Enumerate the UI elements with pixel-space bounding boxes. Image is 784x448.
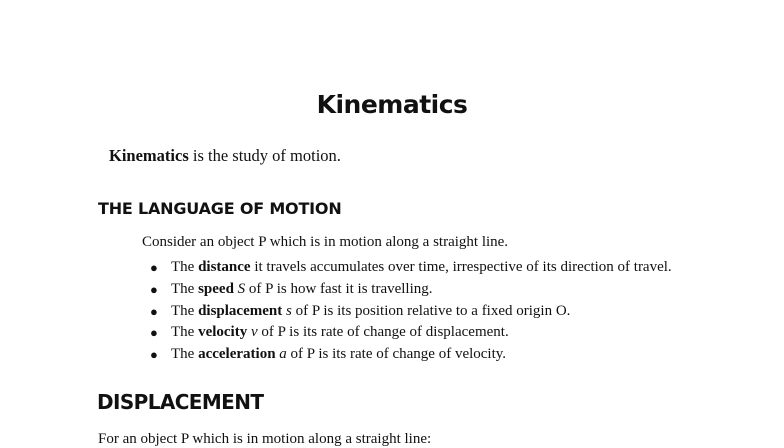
item-term: acceleration xyxy=(198,346,276,363)
list-item xyxy=(150,344,672,366)
page-title: Kinematics xyxy=(316,90,468,119)
section-heading-displacement: DISPLACEMENT xyxy=(97,390,264,414)
item-symbol: a xyxy=(279,346,287,363)
item-text: it travels accumulates over time, irrespective of its direction of travel. xyxy=(250,259,672,275)
item-symbol: s xyxy=(286,302,292,319)
item-term: speed xyxy=(198,280,234,297)
item-prefix: The xyxy=(171,324,199,341)
bullet-icon: ● xyxy=(150,281,158,297)
item-text: of P is its rate of change of velocity. xyxy=(286,346,507,363)
item-term: velocity xyxy=(198,324,248,341)
item-term: displacement xyxy=(198,302,283,319)
item-prefix: The xyxy=(171,259,199,275)
intro-text: is the study of motion. xyxy=(188,146,341,165)
item-symbol: v xyxy=(250,324,258,341)
item-text: of P is its rate of change of displacement. xyxy=(257,324,509,341)
definition-list xyxy=(150,257,672,366)
item-term: distance xyxy=(198,259,251,275)
bullet-icon: ● xyxy=(150,303,158,319)
intro-paragraph xyxy=(109,146,341,166)
bullet-icon: ● xyxy=(150,325,158,341)
section-heading-language-of-motion: THE LANGUAGE OF MOTION xyxy=(98,199,342,218)
bullet-icon: ● xyxy=(150,347,158,363)
section2-paragraph: For an object P which is in motion along a straight line: xyxy=(98,431,432,447)
list-item xyxy=(150,257,672,279)
item-prefix: The xyxy=(171,346,199,363)
section1-paragraph: Consider an object P which is in motion along a straight line. xyxy=(142,234,509,250)
list-item xyxy=(150,301,672,323)
item-text: of P is its position relative to a fixed origin O. xyxy=(291,302,571,319)
intro-term: Kinematics xyxy=(109,146,189,165)
bullet-icon: ● xyxy=(150,260,158,275)
item-text: of P is how fast it is travelling. xyxy=(245,280,433,297)
item-prefix: The xyxy=(171,302,199,319)
item-symbol: S xyxy=(237,280,246,297)
item-prefix: The xyxy=(171,280,199,297)
list-item xyxy=(150,322,672,344)
list-item xyxy=(150,279,672,301)
